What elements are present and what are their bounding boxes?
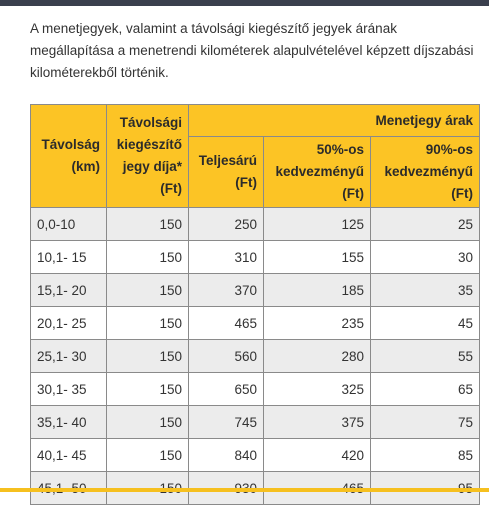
intro-paragraph: A menetjegyek, valamint a távolsági kiegészítő jegyek árának megállapítása a menetrendi kilométerek alapulvételével képzett díjszabási kilométerekből történik. bbox=[30, 21, 474, 80]
fare-table bbox=[30, 104, 480, 505]
cell-discount-50: 280 bbox=[264, 340, 371, 373]
cell-distance: 35,1- 40 bbox=[31, 406, 107, 439]
cell-discount-90: 85 bbox=[371, 439, 480, 472]
bottom-accent-bar bbox=[0, 488, 489, 492]
table-row bbox=[31, 340, 480, 373]
cell-supplement: 150 bbox=[107, 274, 189, 307]
cell-supplement: 150 bbox=[107, 307, 189, 340]
cell-full: 370 bbox=[189, 274, 264, 307]
header-full-price-label: Teljesárú (Ft) bbox=[198, 153, 257, 190]
cell-distance: 20,1- 25 bbox=[31, 307, 107, 340]
cell-full: 250 bbox=[189, 208, 264, 241]
cell-full: 310 bbox=[189, 241, 264, 274]
cell-full: 465 bbox=[189, 307, 264, 340]
cell-discount-90: 35 bbox=[371, 274, 480, 307]
table-row bbox=[31, 274, 480, 307]
cell-full: 650 bbox=[189, 373, 264, 406]
cell-supplement: 150 bbox=[107, 241, 189, 274]
cell-distance: 30,1- 35 bbox=[31, 373, 107, 406]
cell-distance: 25,1- 30 bbox=[31, 340, 107, 373]
cell-discount-50: 185 bbox=[264, 274, 371, 307]
cell-supplement: 150 bbox=[107, 340, 189, 373]
cell-discount-90: 55 bbox=[371, 340, 480, 373]
cell-distance: 15,1- 20 bbox=[31, 274, 107, 307]
table-row bbox=[31, 406, 480, 439]
header-discount-90-label: 90%-os kedvezményű (Ft) bbox=[384, 142, 474, 201]
cell-distance: 0,0-10 bbox=[31, 208, 107, 241]
table-row bbox=[31, 208, 480, 241]
cell-discount-90: 25 bbox=[371, 208, 480, 241]
cell-supplement: 150 bbox=[107, 406, 189, 439]
header-distance-label: Távolság (km) bbox=[41, 137, 100, 174]
fare-table-container bbox=[30, 104, 479, 505]
cell-distance: 10,1- 15 bbox=[31, 241, 107, 274]
cell-discount-90: 30 bbox=[371, 241, 480, 274]
header-ticket-prices bbox=[189, 105, 480, 137]
cell-discount-90: 45 bbox=[371, 307, 480, 340]
cell-supplement: 150 bbox=[107, 439, 189, 472]
cell-discount-50: 375 bbox=[264, 406, 371, 439]
header-ticket-prices-label: Menetjegy árak bbox=[375, 112, 474, 128]
cell-full: 560 bbox=[189, 340, 264, 373]
header-discount-50-label: 50%-os kedvezményű (Ft) bbox=[275, 142, 364, 201]
cell-discount-50: 325 bbox=[264, 373, 371, 406]
header-discount-90 bbox=[371, 137, 480, 208]
table-row bbox=[31, 439, 480, 472]
cell-full: 745 bbox=[189, 406, 264, 439]
cell-discount-90: 65 bbox=[371, 373, 480, 406]
cell-discount-50: 155 bbox=[264, 241, 371, 274]
top-bar bbox=[0, 0, 489, 6]
header-discount-50 bbox=[264, 137, 371, 208]
cell-supplement: 150 bbox=[107, 373, 189, 406]
cell-discount-50: 125 bbox=[264, 208, 371, 241]
header-supplement bbox=[107, 105, 189, 208]
cell-discount-50: 235 bbox=[264, 307, 371, 340]
header-supplement-label: Távolsági kiegészítő jegy díja* (Ft) bbox=[116, 115, 182, 196]
header-full-price bbox=[189, 137, 264, 208]
cell-supplement: 150 bbox=[107, 208, 189, 241]
table-row bbox=[31, 373, 480, 406]
header-distance bbox=[31, 105, 107, 208]
table-row bbox=[31, 307, 480, 340]
cell-discount-50: 420 bbox=[264, 439, 371, 472]
table-row bbox=[31, 241, 480, 274]
cell-full: 840 bbox=[189, 439, 264, 472]
cell-distance: 40,1- 45 bbox=[31, 439, 107, 472]
cell-discount-90: 75 bbox=[371, 406, 480, 439]
